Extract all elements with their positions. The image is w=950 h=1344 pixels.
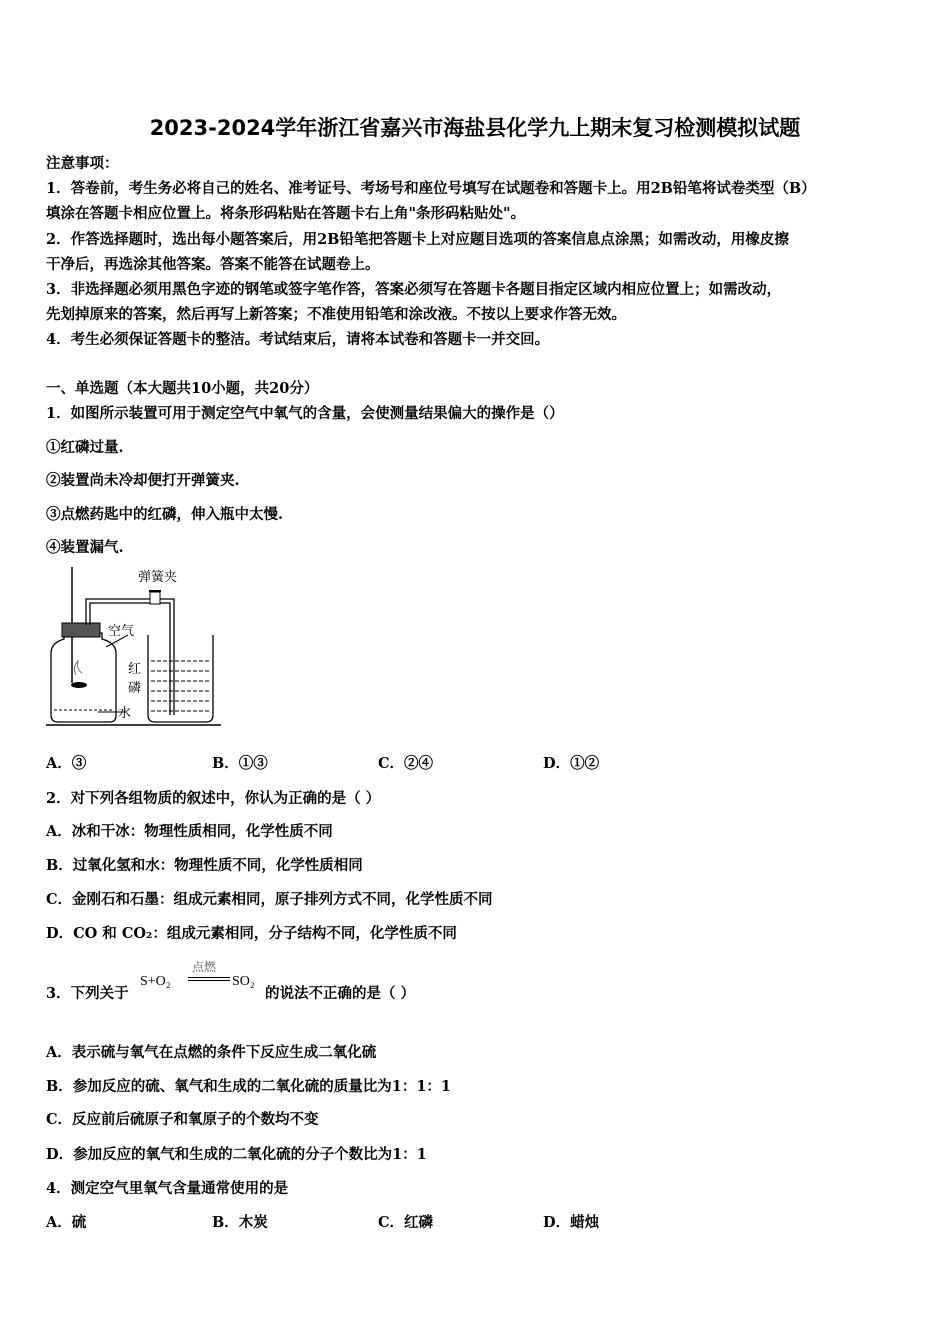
q3-option-c: C．反应前后硫原子和氧原子的个数均不变 (46, 1111, 319, 1128)
notice-heading: 注意事项： (46, 155, 119, 172)
notice-line: 干净后，再选涂其他答案。答案不能答在试题卷上。 (46, 256, 380, 273)
notice-line: 1．答卷前，考生务必将自己的姓名、准考证号、考场号和座位号填写在试题卷和答题卡上。用2B铅笔将试卷类型（B） (46, 180, 816, 197)
equation-condition: 点燃 (192, 960, 217, 974)
q3-option-b: B．参加反应的硫、氧气和生成的二氧化硫的质量比为1：1：1 (46, 1078, 452, 1095)
section-heading: 一、单选题（本大题共10小题，共20分） (46, 380, 319, 397)
stopper (62, 623, 100, 637)
label-phosphorus: 磷 (128, 681, 142, 696)
q1-item: ④装置漏气. (46, 539, 124, 556)
q1-stem: 1．如图所示装置可用于测定空气中氧气的含量，会使测量结果偏大的操作是（） (46, 405, 564, 422)
q3-suffix: 的说法不正确的是（ ） (265, 985, 416, 1002)
q2-stem: 2．对下列各组物质的叙述中，你认为正确的是（ ） (46, 790, 381, 807)
q2-option-b: B．过氧化氢和水：物理性质不同，化学性质相同 (46, 857, 363, 874)
notice-line: 填涂在答题卡相应位置上。将条形码粘贴在答题卡右上角"条形码粘贴处"。 (46, 205, 526, 222)
q4-option-c: C．红磷 (378, 1214, 434, 1231)
label-water: 水 (118, 706, 132, 721)
q2-option-c: C．金刚石和石墨：组成元素相同，原子排列方式不同，化学性质不同 (46, 891, 493, 908)
chemical-equation (140, 958, 268, 998)
beaker (148, 635, 213, 722)
spring-clip-icon (150, 592, 160, 604)
notice-line: 4．考生必须保证答题卡的整洁。考试结束后，请将本试卷和答题卡一并交回。 (46, 331, 550, 348)
q3-option-d: D．参加反应的氧气和生成的二氧化硫的分子个数比为1：1 (46, 1146, 427, 1163)
q4-option-a: A．硫 (46, 1214, 87, 1231)
flame (74, 661, 82, 675)
q1-option-b: B．①③ (212, 755, 268, 772)
q1-item: ①红磷过量. (46, 439, 124, 456)
beaker-water-lines (151, 661, 211, 711)
q3-option-a: A．表示硫与氧气在点燃的条件下反应生成二氧化硫 (46, 1044, 377, 1061)
q1-option-d: D．①② (543, 755, 600, 772)
apparatus-figure (46, 565, 226, 730)
q1-item: ③点燃药匙中的红磷，伸入瓶中太慢. (46, 506, 284, 523)
notice-line: 3．非选择题必须用黑色字迹的钢笔或签字笔作答，答案必须写在答题卡各题目指定区域内相应位置上；如需改动， (46, 281, 782, 298)
q1-option-c: C．②④ (378, 755, 434, 772)
page-title: 2023-2024学年浙江省嘉兴市海盐县化学九上期末复习检测模拟试题 (149, 116, 801, 140)
spoon-bowl (71, 682, 87, 688)
connecting-tube-inner (90, 603, 170, 715)
equation-reactants: S+O₂ (140, 974, 171, 989)
label-clip: 弹簧夹 (138, 570, 178, 585)
q4-stem: 4．测定空气里氧气含量通常使用的是 (46, 1180, 289, 1197)
q3-prefix: 3．下列关于 (46, 985, 129, 1002)
q4-option-d: D．蜡烛 (543, 1214, 600, 1231)
q1-option-a: A．③ (46, 755, 87, 772)
label-red: 红 (128, 662, 142, 677)
equation-product: SO₂ (232, 974, 255, 989)
connecting-tube-outer (86, 599, 174, 715)
q2-option-d: D．CO 和 CO₂：组成元素相同，分子结构不同，化学性质不同 (46, 925, 457, 942)
q2-option-a: A．冰和干冰：物理性质相同，化学性质不同 (46, 823, 333, 840)
label-air: 空气 (108, 624, 135, 639)
q1-item: ②装置尚未冷却便打开弹簧夹. (46, 472, 240, 489)
notice-line: 2．作答选择题时，选出每小题答案后，用2B铅笔把答题卡上对应题目选项的答案信息点涂黑；如需改动，用橡皮擦 (46, 231, 789, 248)
q4-option-b: B．木炭 (212, 1214, 268, 1231)
notice-line: 先划掉原来的答案，然后再写上新答案；不准使用铅笔和涂改液。不按以上要求作答无效。 (46, 306, 626, 323)
